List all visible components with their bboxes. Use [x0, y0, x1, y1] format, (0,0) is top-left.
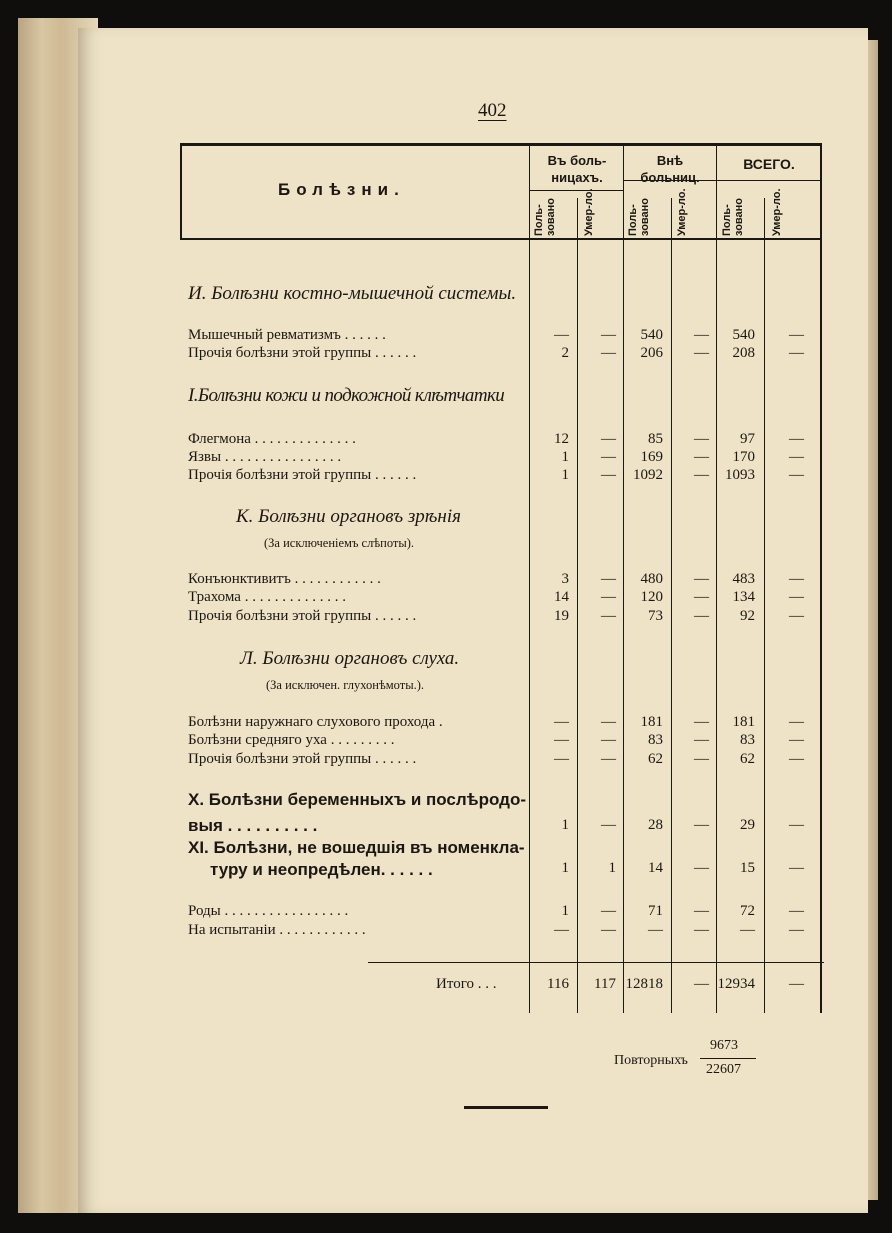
section-x-value-4: 29	[740, 817, 755, 833]
table-row-label: Конъюнктивитъ . . . . . . . . . . . .	[188, 571, 381, 587]
table-row-value-3: —	[694, 922, 709, 938]
table-row-value-1: —	[601, 571, 616, 587]
header-col-used-3: Поль-зовано	[721, 197, 745, 236]
table-row-value-2: 1092	[633, 467, 663, 483]
section-xi-value-1: 1	[608, 860, 616, 876]
table-row-value-5: —	[789, 922, 804, 938]
table-row-value-3: —	[694, 449, 709, 465]
table-row-label: Прочія болѣзни этой группы . . . . . .	[188, 608, 417, 624]
section-title: Л. Болѣзни органовъ слуха.	[240, 648, 460, 669]
total-value-3: —	[694, 976, 709, 992]
table-row-value-0: 3	[561, 571, 569, 587]
section-x-title-cont: выя . . . . . . . . . .	[188, 816, 318, 835]
header-group-total: ВСЕГО.	[743, 156, 795, 172]
table-row-value-0: 1	[561, 449, 569, 465]
table-row-value-2: 73	[648, 608, 663, 624]
table-row-value-2: 62	[648, 751, 663, 767]
table-row-label: Флегмона . . . . . . . . . . . . . .	[188, 431, 356, 447]
section-subtitle: (За исключеніемъ слѣпоты).	[264, 536, 415, 550]
table-row-value-5: —	[789, 467, 804, 483]
section-xi-value-4: 15	[740, 860, 755, 876]
table-row-value-5: —	[789, 589, 804, 605]
table-row-value-1: —	[601, 732, 616, 748]
total-value-4: 12934	[717, 976, 755, 992]
section-xi-value-3: —	[694, 860, 709, 876]
header-col-used-1: Поль-зовано	[533, 197, 557, 236]
table-row-value-3: —	[694, 431, 709, 447]
section-x-value-2: 28	[648, 817, 663, 833]
table-row-value-2: 206	[640, 345, 663, 361]
header-col-used-2: Поль-зовано	[627, 197, 651, 236]
table-row-value-4: 83	[740, 732, 755, 748]
section-xi-title: XI. Болѣзни, не вошедшія въ номенкла-	[188, 838, 525, 857]
table-row-value-0: 14	[554, 589, 569, 605]
table-row-value-1: —	[601, 327, 616, 343]
table-row-label: Болѣзни наружнаго слухового прохода .	[188, 714, 443, 730]
table-right-rule	[820, 143, 822, 1013]
header-col-died-1: Умер-ло.	[583, 188, 595, 236]
table-row-value-0: —	[554, 327, 569, 343]
section-xi-value-0: 1	[561, 860, 569, 876]
section-x-value-3: —	[694, 817, 709, 833]
table-row-value-2: 181	[640, 714, 663, 730]
table-row-value-3: —	[694, 589, 709, 605]
table-row-value-2: 540	[640, 327, 663, 343]
table-row-value-2: —	[648, 922, 663, 938]
header-group-outside: Внѣ больниц.	[640, 153, 700, 185]
header-title: Болѣзни.	[278, 180, 405, 199]
section-xi-title-cont: туру и неопредѣлен. . . . . .	[210, 860, 433, 879]
table-row-value-0: —	[554, 732, 569, 748]
table-row-value-4: 208	[732, 345, 755, 361]
table-row-value-3: —	[694, 608, 709, 624]
table-row-value-0: 2	[561, 345, 569, 361]
table-row-value-3: —	[694, 751, 709, 767]
table-row-value-0: 19	[554, 608, 569, 624]
table-row-value-2: 120	[640, 589, 663, 605]
table-row-label: Роды . . . . . . . . . . . . . . . . .	[188, 903, 349, 919]
table-row-value-5: —	[789, 751, 804, 767]
section-title: І.Болѣзни кожи и подкожной клѣтчатки	[188, 385, 505, 406]
section-x-value-5: —	[789, 817, 804, 833]
section-x-value-0: 1	[561, 817, 569, 833]
table-row-value-0: 1	[561, 467, 569, 483]
total-value-0: 116	[547, 976, 569, 992]
section-title: И. Болѣзни костно-мышечной системы.	[188, 283, 517, 304]
table-row-value-3: —	[694, 467, 709, 483]
page-number: 402	[478, 100, 507, 121]
table-row-value-4: 72	[740, 903, 755, 919]
table-row-value-1: —	[601, 922, 616, 938]
table-row-value-3: —	[694, 903, 709, 919]
section-xi-value-5: —	[789, 860, 804, 876]
page	[78, 28, 868, 1213]
table-row-value-4: 92	[740, 608, 755, 624]
table-row-value-3: —	[694, 345, 709, 361]
table-row-value-5: —	[789, 449, 804, 465]
table-row-value-5: —	[789, 714, 804, 730]
total-value-5: —	[789, 976, 804, 992]
section-x-value-1: —	[601, 817, 616, 833]
table-row-value-2: 169	[640, 449, 663, 465]
header-bottom-rule	[180, 238, 822, 240]
repeat-numerator: 9673	[710, 1038, 738, 1053]
col-rule-6	[764, 198, 765, 1013]
header-col-died-3: Умер-ло.	[771, 188, 783, 236]
table-row-label: Трахома . . . . . . . . . . . . . .	[188, 589, 346, 605]
table-row-value-5: —	[789, 608, 804, 624]
table-row-value-3: —	[694, 327, 709, 343]
col-rule-1	[529, 143, 530, 1013]
table-row-value-4: 483	[732, 571, 755, 587]
end-rule	[464, 1106, 548, 1109]
table-row-label: Мышечный ревматизмъ . . . . . .	[188, 327, 386, 343]
table-row-value-5: —	[789, 345, 804, 361]
section-title: К. Болѣзни органовъ зрѣнія	[236, 506, 461, 527]
table-row-value-4: 134	[732, 589, 755, 605]
table-row-value-1: —	[601, 467, 616, 483]
table-row-value-1: —	[601, 589, 616, 605]
table-row-value-0: 1	[561, 903, 569, 919]
table-row-label: Болѣзни средняго уха . . . . . . . . .	[188, 732, 395, 748]
table-row-value-4: 62	[740, 751, 755, 767]
table-row-value-3: —	[694, 571, 709, 587]
section-xi-value-2: 14	[648, 860, 663, 876]
table-row-value-5: —	[789, 327, 804, 343]
table-row-value-5: —	[789, 732, 804, 748]
header-group-hospitals: Въ боль-ницахъ.	[547, 153, 607, 185]
col-rule-3	[623, 143, 624, 1013]
table-row-value-4: 170	[732, 449, 755, 465]
table-row-value-0: —	[554, 714, 569, 730]
total-top-rule	[368, 962, 824, 963]
repeat-denominator: 22607	[706, 1062, 741, 1077]
table-row-value-1: —	[601, 449, 616, 465]
table-row-label: Прочія болѣзни этой группы . . . . . .	[188, 751, 417, 767]
section-subtitle: (За исключен. глухонѣмоты.).	[266, 678, 425, 692]
table-row-value-2: 85	[648, 431, 663, 447]
table-row-value-5: —	[789, 571, 804, 587]
table-row-label: На испытаніи . . . . . . . . . . . .	[188, 922, 366, 938]
fraction-bar	[700, 1058, 756, 1059]
table-row-value-4: 1093	[725, 467, 755, 483]
table-row-value-2: 83	[648, 732, 663, 748]
table-row-label: Прочія болѣзни этой группы . . . . . .	[188, 345, 417, 361]
table-row-value-1: —	[601, 608, 616, 624]
table-row-value-4: 540	[732, 327, 755, 343]
table-row-value-1: —	[601, 714, 616, 730]
table-row-value-1: —	[601, 431, 616, 447]
header-col-died-2: Умер-ло.	[676, 188, 688, 236]
table-row-label: Язвы . . . . . . . . . . . . . . . .	[188, 449, 342, 465]
table-row-value-2: 480	[640, 571, 663, 587]
table-row-value-4: 97	[740, 431, 755, 447]
table-row-value-5: —	[789, 903, 804, 919]
table-row-value-1: —	[601, 903, 616, 919]
table-row-value-3: —	[694, 732, 709, 748]
table-row-value-1: —	[601, 751, 616, 767]
table-row-value-0: —	[554, 751, 569, 767]
table-row-value-2: 71	[648, 903, 663, 919]
table-row-value-0: —	[554, 922, 569, 938]
repeat-label: Повторныхъ	[614, 1053, 688, 1068]
table-row-value-3: —	[694, 714, 709, 730]
table-row-label: Прочія болѣзни этой группы . . . . . .	[188, 467, 417, 483]
total-value-2: 12818	[625, 976, 663, 992]
table-row-value-0: 12	[554, 431, 569, 447]
table-row-value-5: —	[789, 431, 804, 447]
table-row-value-4: —	[740, 922, 755, 938]
section-x-title: X. Болѣзни беременныхъ и послѣродо-	[188, 790, 527, 809]
table-row-value-1: —	[601, 345, 616, 361]
table-top-rule	[180, 143, 822, 146]
table-row-value-4: 181	[732, 714, 755, 730]
total-label: Итого . . .	[436, 976, 497, 992]
total-value-1: 117	[594, 976, 616, 992]
table-left-rule	[180, 143, 182, 238]
